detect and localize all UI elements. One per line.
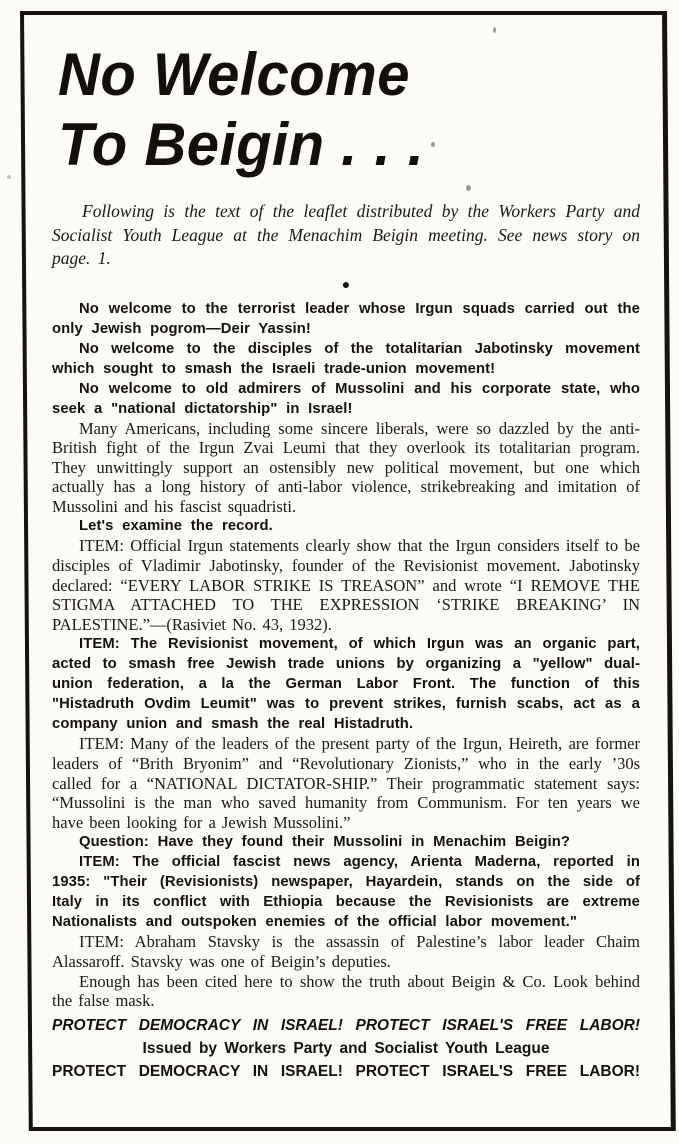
leaflet-paragraph: No welcome to the disciples of the totalitarian Jabotinsky movement which sought to smash the Israeli trade-union movement! (52, 340, 640, 377)
leaflet-paragraph: No welcome to old admirers of Mussolini and his corporate state, who seek a "national dictatorship" in Israel! (52, 380, 640, 417)
scan-artifact (493, 27, 496, 33)
leaflet-paragraph: Many Americans, including some sincere liberals, were so dazzled by the anti-British fight of the Irgun Zvai Leumi that they overlook its totalitarian program. They unwittingly support an ostensibly new political movement, but one which actually has a long history of anti-labor violence, strikebreaking and imitation of Mussolini and his fascist squadristi. (52, 418, 640, 516)
scan-artifact (7, 175, 11, 179)
bullet-separator: ● (341, 277, 351, 293)
leaflet-paragraph: ITEM: Many of the leaders of the present party of the Irgun, Heireth, are former leaders of “Brith Bryonim” and “Revolutionary Zionists,” who in the early ’30s called for a “NATIONAL DICTATOR-SHIP.” Their programmatic statement says: “Mussolini is the man who saved humanity from Communism. For ten years we have been looking for a Jewish Mussolini.” (52, 734, 640, 832)
leaflet-content (52, 34, 640, 1083)
slogan-line-bottom: PROTECT DEMOCRACY IN ISRAEL! PROTECT ISRAEL'S FREE LABOR! (52, 1062, 640, 1080)
leaflet-footer (52, 1014, 640, 1083)
headline-line-1: No Welcome (58, 41, 411, 109)
leaflet-paragraph: ITEM: The Revisionist movement, of which Irgun was an organic part, acted to smash free Jewish trade unions by organizing a "yellow" dual-union federation, a la the German Labor Front. The function of this "Histadruth Ovdim Leumit" was to prevent strikes, furnish scabs, act as a company union and smash the real Histadruth. (52, 636, 640, 733)
issued-by-line: Issued by Workers Party and Socialist Youth League (142, 1039, 550, 1057)
leaflet-paragraph: ITEM: Abraham Stavsky is the assassin of Palestine’s labor leader Chaim Alassaroff. Stavsky was one of Beigin’s deputies. (52, 932, 640, 971)
leaflet-paragraph: Enough has been cited here to show the truth about Beigin & Co. Look behind the false mask. (52, 971, 640, 1011)
headline-line-2: To Beigin . . . (58, 110, 425, 179)
leaflet-paragraph: ITEM: The official fascist news agency, Arienta Maderna, reported in 1935: "Their (Revisionists) newspaper, Hayardein, stands on the side of Italy in its conflict with Ethiopia because the Revisionists are extreme Nationalists and outspoken enemies of the official labor movement." (52, 854, 640, 931)
leaflet-headline (58, 40, 640, 179)
editorial-intro-note: Following is the text of the leaflet distributed by the Workers Party and Socialist Youth League at the Menachim Beigin meeting. See news story on page. 1. (52, 201, 640, 268)
leaflet-paragraph: Let's examine the record. (79, 518, 273, 535)
leaflet-paragraph: No welcome to the terrorist leader whose Irgun squads carried out the only Jewish pogrom—Deir Yassin! (52, 300, 640, 337)
leaflet-paragraph: Question: Have they found their Mussolini in Menachim Beigin? (79, 834, 570, 851)
slogan-line-top: PROTECT DEMOCRACY IN ISRAEL! PROTECT ISRAEL'S FREE LABOR! (52, 1016, 640, 1034)
leaflet-paragraph: ITEM: Official Irgun statements clearly show that the Irgun considers itself to be disciples of Vladimir Jabotinsky, founder of the Revisionist movement. Jabotinsky declared: “EVERY LABOR STRIKE IS TREASON” and wrote “I REMOVE THE STIGMA ATTACHED TO THE EXPRESSION ‘STRIKE BREAKING’ IN PALESTINE.”—(Rasiviet No. 43, 1932). (52, 536, 640, 634)
